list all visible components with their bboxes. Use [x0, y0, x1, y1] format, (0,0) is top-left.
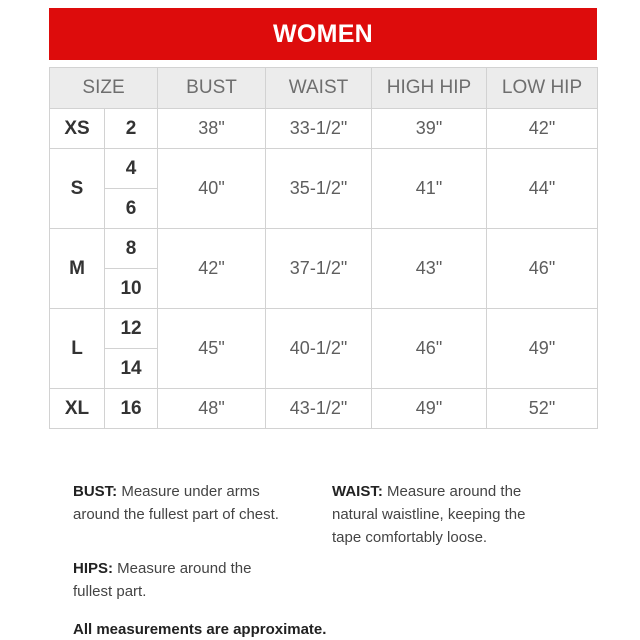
- approximate-note: All measurements are approximate.: [73, 621, 327, 638]
- waist-text-line1: Measure around the: [382, 483, 522, 500]
- table-row: [50, 309, 598, 349]
- size-chart-table: [49, 67, 598, 429]
- header-waist: WAIST: [266, 68, 372, 109]
- low-hip-value: 49": [487, 309, 598, 389]
- hips-instructions: [73, 557, 251, 603]
- size-number: 4: [105, 149, 158, 189]
- bust-value: 40": [158, 149, 266, 229]
- women-title-banner: [49, 8, 597, 60]
- bust-value: 45": [158, 309, 266, 389]
- high-hip-value: 49": [372, 389, 487, 429]
- size-number: 14: [105, 349, 158, 389]
- bust-text-line2: around the fullest part of chest.: [73, 506, 279, 523]
- waist-value: 35-1/2": [266, 149, 372, 229]
- hips-text-line1: Measure around the: [113, 560, 252, 577]
- header-low-hip: LOW HIP: [487, 68, 598, 109]
- low-hip-value: 52": [487, 389, 598, 429]
- waist-instructions: [332, 480, 525, 549]
- table-row: [50, 389, 598, 429]
- waist-text-line3: tape comfortably loose.: [332, 529, 488, 546]
- bust-value: 48": [158, 389, 266, 429]
- low-hip-value: 44": [487, 149, 598, 229]
- hips-text-line2: fullest part.: [73, 583, 147, 600]
- bust-label: BUST:: [73, 483, 118, 500]
- size-letter: XL: [50, 389, 105, 429]
- high-hip-value: 41": [372, 149, 487, 229]
- size-number: 16: [105, 389, 158, 429]
- waist-value: 37-1/2": [266, 229, 372, 309]
- table-row: [50, 149, 598, 189]
- size-letter: S: [50, 149, 105, 229]
- header-row: [50, 68, 598, 109]
- low-hip-value: 42": [487, 109, 598, 149]
- hips-label: HIPS:: [73, 560, 114, 577]
- size-letter: M: [50, 229, 105, 309]
- high-hip-value: 43": [372, 229, 487, 309]
- waist-value: 40-1/2": [266, 309, 372, 389]
- size-letter: XS: [50, 109, 105, 149]
- low-hip-value: 46": [487, 229, 598, 309]
- bust-text-line1: Measure under arms: [117, 483, 260, 500]
- size-number: 8: [105, 229, 158, 269]
- waist-text-line2: natural waistline, keeping the: [332, 506, 526, 523]
- bust-value: 42": [158, 229, 266, 309]
- bust-value: 38": [158, 109, 266, 149]
- header-bust: BUST: [158, 68, 266, 109]
- high-hip-value: 46": [372, 309, 487, 389]
- waist-label: WAIST:: [332, 483, 383, 500]
- size-number: 6: [105, 189, 158, 229]
- size-letter: L: [50, 309, 105, 389]
- high-hip-value: 39": [372, 109, 487, 149]
- waist-value: 33-1/2": [266, 109, 372, 149]
- size-number: 10: [105, 269, 158, 309]
- header-size: SIZE: [50, 68, 158, 109]
- bust-instructions: [73, 480, 279, 526]
- table-row: [50, 229, 598, 269]
- size-number: 2: [105, 109, 158, 149]
- table-row: [50, 109, 598, 149]
- header-high-hip: HIGH HIP: [372, 68, 487, 109]
- waist-value: 43-1/2": [266, 389, 372, 429]
- size-number: 12: [105, 309, 158, 349]
- page-title: WOMEN: [272, 19, 374, 48]
